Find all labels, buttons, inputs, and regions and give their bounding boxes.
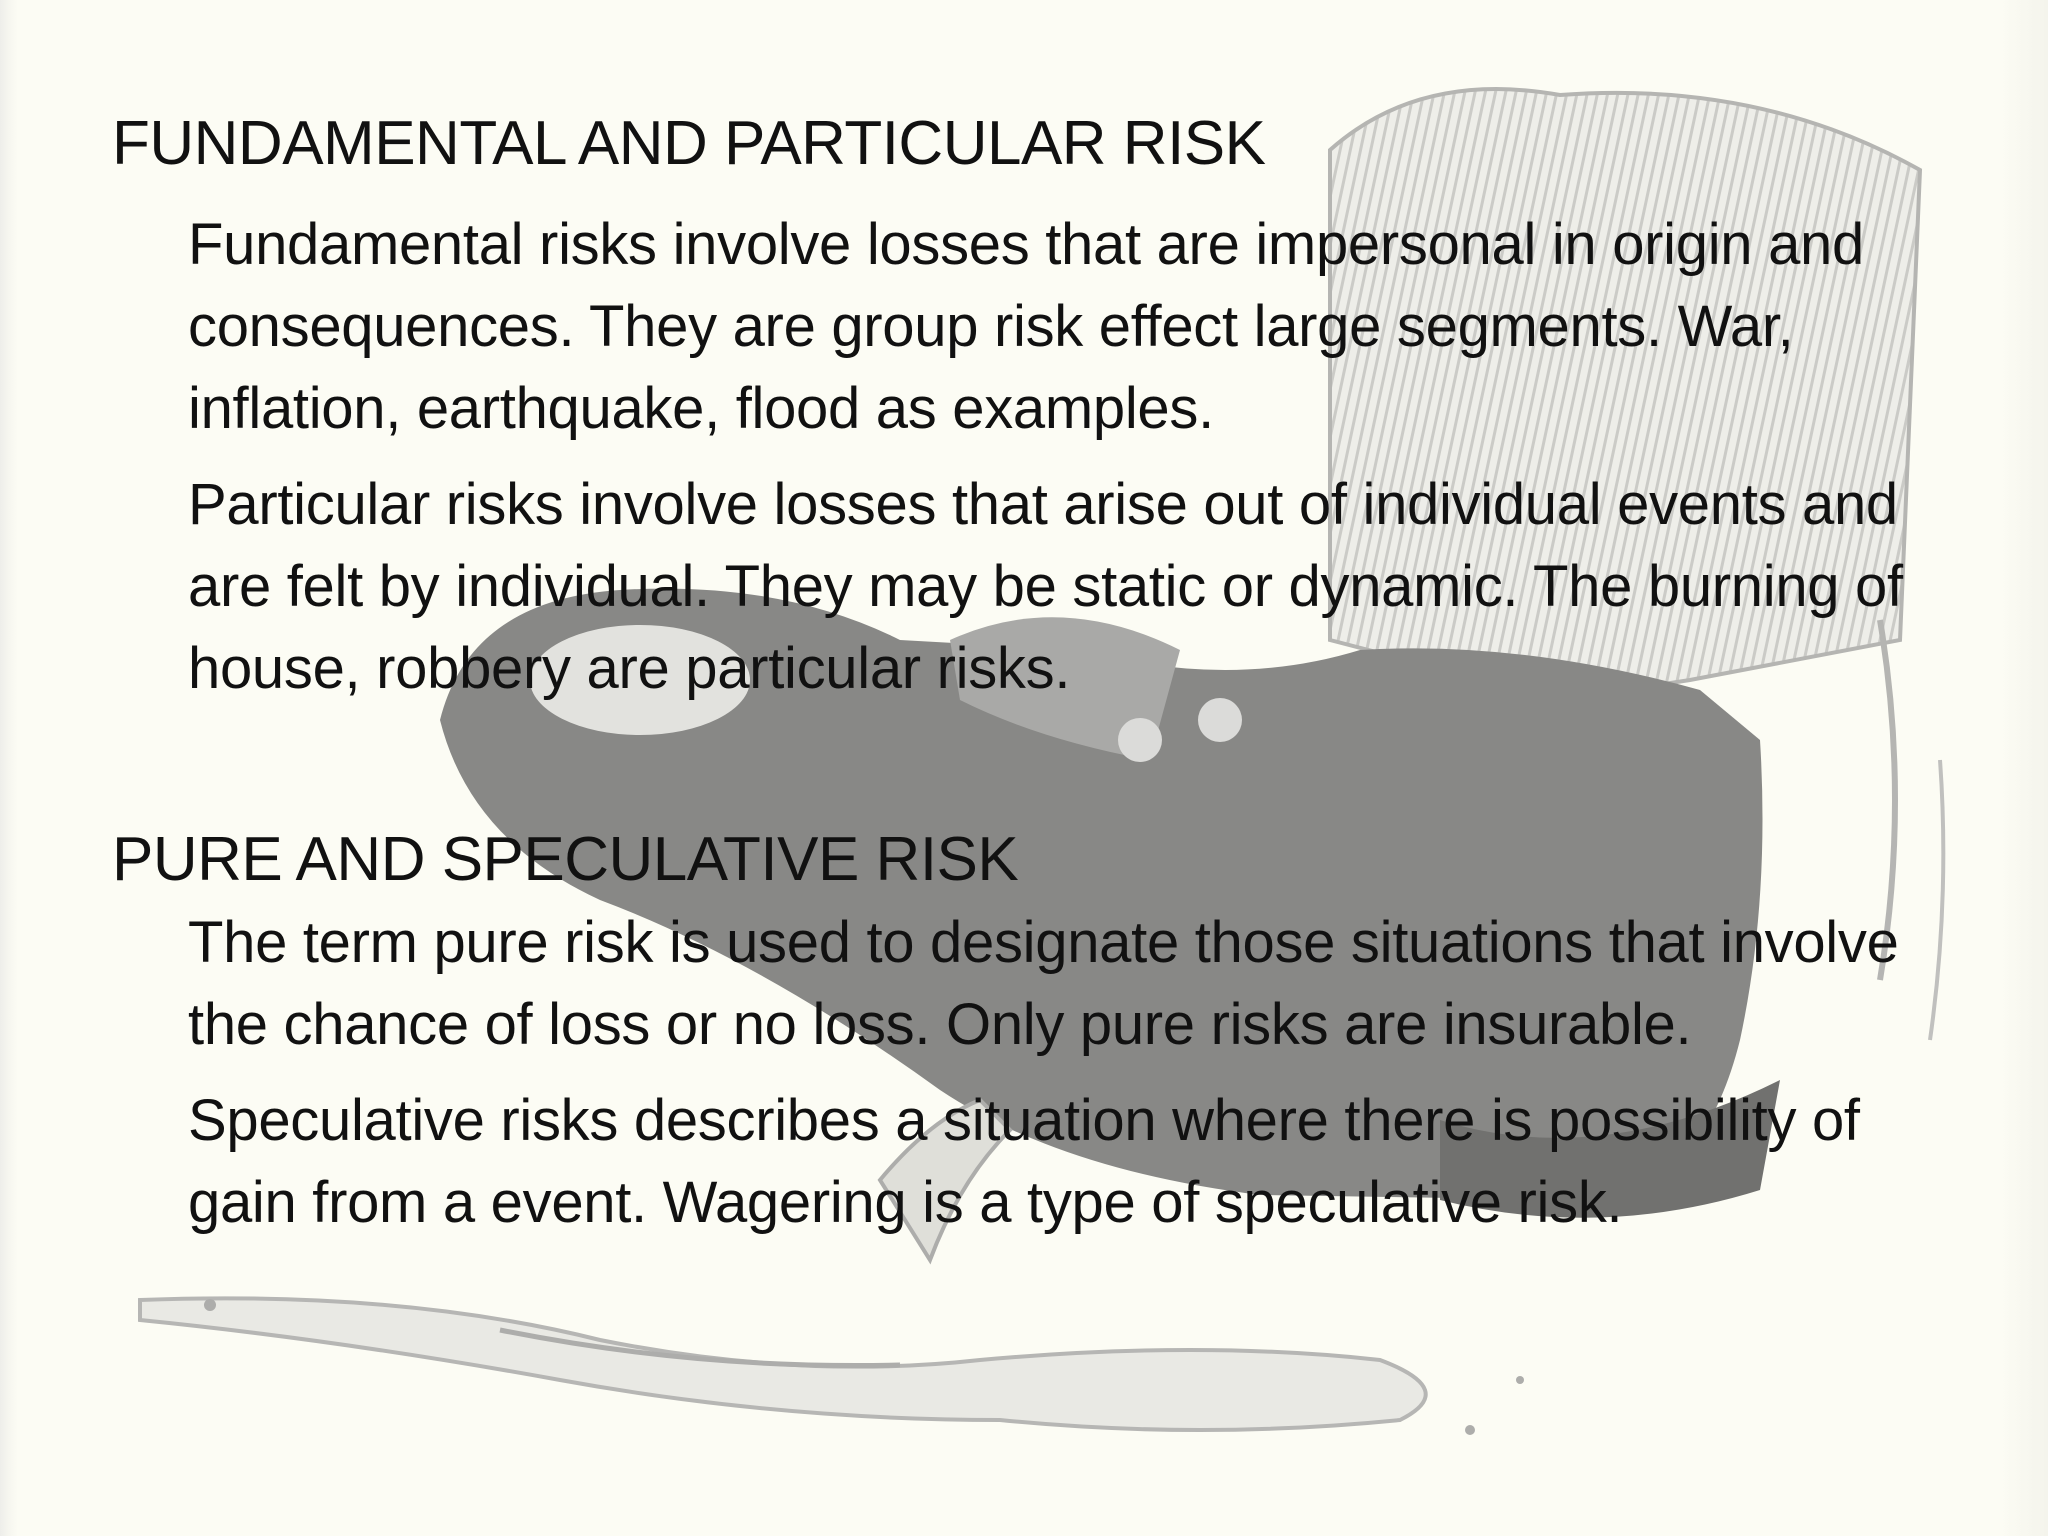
paragraph-particular-risks: Particular risks involve losses that arise out of individual events and are felt by individual. They may be static or dynamic. The burning of house, robbery are particular risks. <box>188 472 1903 701</box>
section-fundamental-particular <box>112 104 1952 710</box>
paragraph-pure-risk: The term pure risk is used to designate those situations that involve the chance of loss or no loss. Only pure risks are insurable. <box>188 910 1899 1057</box>
section-heading: PURE AND SPECULATIVE RISK <box>112 825 1019 894</box>
section-spacer <box>112 724 1952 820</box>
section-heading: FUNDAMENTAL AND PARTICULAR RISK <box>112 109 1266 178</box>
paragraph-fundamental-risks: Fundamental risks involve losses that are impersonal in origin and consequences. They are group risk effect large segments. War, inflation, earthquake, flood as examples. <box>188 212 1864 441</box>
paragraph-speculative-risk: Speculative risks describes a situation where there is possibility of gain from a event. Wagering is a type of speculative risk. <box>188 1088 1860 1235</box>
section-pure-speculative <box>112 820 1952 1244</box>
slide-content <box>112 104 1952 1258</box>
